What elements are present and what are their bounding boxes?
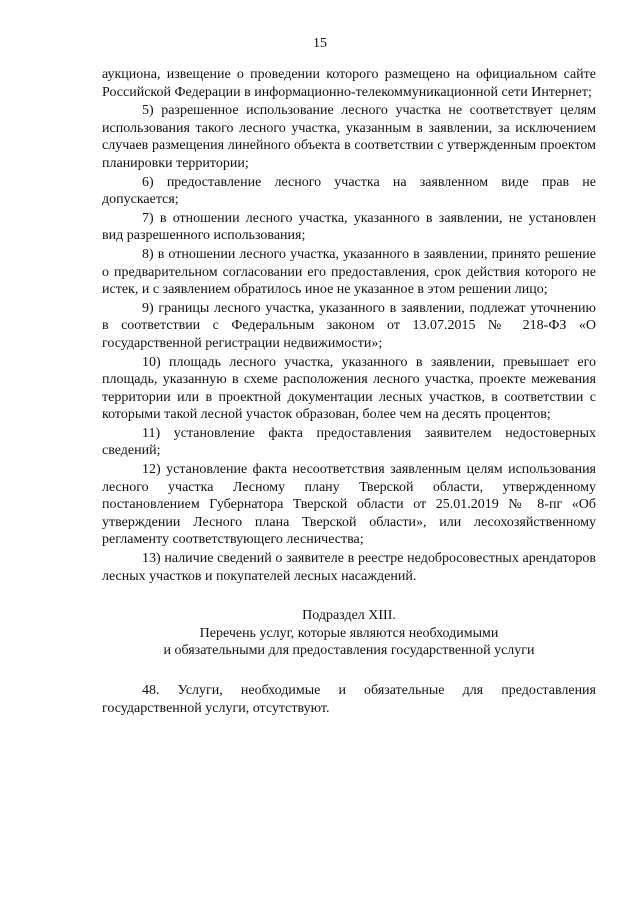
list-item-11: 11) установление факта предоставления заявителем недостоверных сведений; [102,425,596,459]
list-item-8: 8) в отношении лесного участка, указанного в заявлении, принято решение о предварительном согласовании его предоставления, срок действия которого не истек, и с заявлением обратилось иное не указанное в этом решении лицо; [102,246,596,298]
list-item-10: 10) площадь лесного участка, указанного в заявлении, превышает его площадь, указанную в схеме расположения лесного участка, проекте межевания территории или в проектной документации лесных участков, в соответствии с которыми такой лесной участок образован, более чем на десять процентов; [102,354,596,423]
list-item-13: 13) наличие сведений о заявителе в реестре недобросовестных арендаторов лесных участков и покупателей лесных насаждений. [102,551,596,584]
list-item-5: 5) разрешенное использование лесного участка не соответствует целям использования такого лесного участка, указанным в заявлении, за исключением случаев размещения линейного объекта в соответствии с утвержденным проектом планировки территории; [102,103,596,171]
subsection-heading-line-1: Перечень услуг, которые являются необходимыми [199,625,499,641]
page-number: 15 [313,36,327,51]
subsection-heading-line-2: и обязательными для предоставления государственной услуги [163,643,535,659]
document-body [102,66,596,718]
list-item-12: 12) установление факта несоответствия заявленным целям использования лесного участка Лесному плану Тверской области, утвержденному постановлением Губернатора Тверской области от 25.01.2019 № 8-пг «Об утверждении Лесного плана Тверской области», или лесохозяйственному регламенту соответствующего лесничества; [102,462,596,548]
list-item-9: 9) границы лесного участка, указанного в заявлении, подлежат уточнению в соответствии с Федеральным законом от 13.07.2015 № 218-ФЗ «О государственной регистрации недвижимости»; [102,300,596,351]
paragraph-48: 48. Услуги, необходимые и обязательные для предоставления государственной услуги, отсутствуют. [102,683,596,716]
paragraph-continuation: аукциона, извещение о проведении которого размещено на официальном сайте Российской Федерации в информационно-телекоммуникационной сети Интернет; [102,67,596,100]
list-item-7: 7) в отношении лесного участка, указанного в заявлении, не установлен вид разрешенного использования; [102,210,596,244]
subsection-title: Подраздел XIII. [302,608,396,624]
subsection-heading [102,607,596,660]
list-item-6: 6) предоставление лесного участка на заявленном виде прав не допускается; [102,174,596,208]
